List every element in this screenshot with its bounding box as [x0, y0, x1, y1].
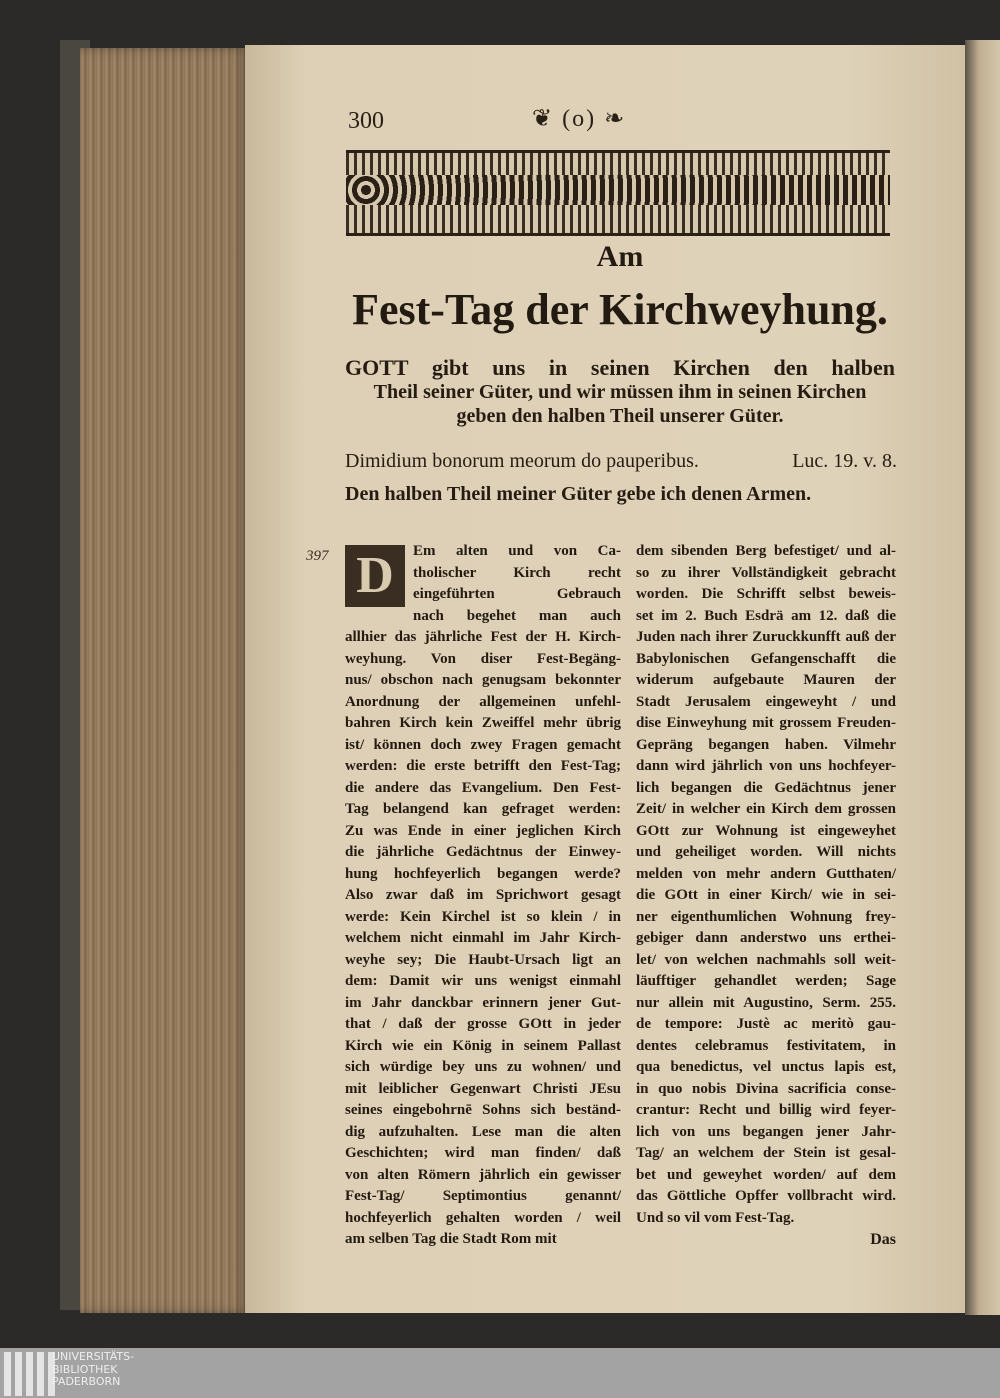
library-logo-text [52, 1351, 134, 1389]
text-line: Zeit/ in welcher ein Kirch dem grossen [636, 801, 896, 817]
text-line: hochfeyerlich gehalten worden / weil [345, 1209, 621, 1226]
left-text-column [345, 541, 621, 1251]
text-line: und geheiliget worden. Will nichts [636, 844, 896, 860]
text-line: die GOtt in einer Kirch/ wie in sei- [636, 887, 896, 903]
text-line: die andere das Evangelium. Den Fest- [345, 779, 621, 796]
title-small: Am [596, 240, 644, 273]
text-line: gebiger dann anderstwo uns erthei- [636, 930, 896, 946]
text-line: Und so vil vom Fest-Tag. [636, 1209, 795, 1226]
text-line: dentes celebramus festivitatem, in [636, 1037, 896, 1054]
subtitle-line: GOTT gibt uns in seinen Kirchen den halben [345, 355, 895, 380]
text-line: let/ von welchen nachmahls soll weit- [636, 951, 896, 968]
text-line: that / daß der grosse GOtt in jeder [345, 1016, 621, 1032]
text-line: läufftiger gehandlet werden; Sage [636, 973, 896, 989]
text-line: GOtt zur Wohnung ist eingeweyhet [636, 822, 896, 839]
text-line: dem sibenden Berg befestiget/ und al- [636, 543, 896, 559]
text-line: sich würdige bey uns zu wohnen/ und [345, 1059, 621, 1075]
subtitle-line: geben den halben Theil unserer Güter. [456, 405, 784, 427]
text-line: bahren Kirch kein Zweiffel mehr übrig [345, 715, 621, 731]
verse-latin: Dimidium bonorum meorum do pauperibus. [345, 450, 699, 472]
text-line: das Göttliche Opffer vollbracht wird. [636, 1188, 896, 1204]
text-line: nach begehet man auch [413, 607, 621, 624]
verse-reference: Luc. 19. v. 8. [792, 450, 897, 472]
facing-page-edge [965, 40, 1000, 1315]
text-line: hung hochfeyerlich begangen werde? [345, 865, 621, 882]
text-line: mit leiblicher Gegenwart Christi JEsu [345, 1080, 621, 1097]
text-line: seines eingebohrnē Sohns sich beständ- [345, 1102, 621, 1118]
page-title: Fest-Tag der Kirchweyhung. [352, 285, 888, 334]
text-line: werde: Kein Kirchel ist so klein / in [345, 908, 621, 925]
head-ornament: ❦ (o) ❧ [532, 106, 627, 132]
right-text-column [636, 541, 896, 1251]
text-line: Tag/ an welchem der Stein ist gesal- [636, 1145, 896, 1161]
text-line: welchem nicht einmahl im Jahr Kirch- [345, 930, 621, 946]
text-line: de tempore: Justè ac meritò gau- [636, 1016, 896, 1032]
subtitle-line: Theil seiner Güter, und wir müssen ihm in seinen Kirchen [373, 381, 867, 403]
catchword: Das [870, 1231, 896, 1248]
text-line: Anordnung der allgemeinen unfehl- [345, 693, 621, 710]
text-line: so zu ihrer Vollständigkeit gebracht [636, 564, 896, 581]
text-line: ist/ können doch zwey Fragen gemacht [345, 736, 621, 753]
decorative-headpiece [346, 150, 890, 236]
text-line: set im 2. Buch Esdrä am 12. daß die [636, 607, 896, 624]
page-number: 300 [348, 108, 384, 134]
verse-german: Den halben Theil meiner Güter gebe ich denen Armen. [345, 483, 812, 505]
text-line: lich begangen die Gedächtnus jener [636, 779, 896, 796]
text-line: Geschichten; wird man finden/ daß [345, 1145, 621, 1161]
text-line: melden von mehr andern Gutthaten/ [636, 865, 896, 882]
page-block-edge [80, 48, 248, 1313]
text-line: dem: Damit wir uns wenigst einmahl [345, 973, 621, 989]
bible-verse [345, 449, 897, 473]
text-line: bet und geweyhet worden/ auf dem [636, 1166, 896, 1183]
text-line: eingeführten Gebrauch [413, 586, 621, 602]
text-line: von alten Römern jährlich ein gewisser [345, 1166, 621, 1183]
text-line: Also zwar daß im Sprichwort gesagt [345, 887, 621, 903]
text-line: lich von uns begangen jener Jahr- [636, 1123, 896, 1140]
text-line: Zu was Ende in einer jeglichen Kirch [345, 822, 621, 839]
text-line: werden: die erste betrifft den Fest-Tag; [345, 758, 621, 774]
text-line: im Jahr danckbar erinnern jener Gut- [345, 994, 621, 1011]
text-line: Babylonischen Gefangenschafft die [636, 650, 896, 667]
text-line: dann wird jährlich von uns hochfeyer- [636, 758, 896, 774]
text-line: die jährliche Gedächtnus der Einwey- [345, 844, 621, 860]
text-line: tholischer Kirch recht [413, 564, 621, 581]
logo-line: PADERBORN [52, 1375, 121, 1388]
text-line: crantur: Recht und billig wird feyer- [636, 1102, 896, 1118]
text-line: Kirch wie ein König in seinem Pallast [345, 1037, 621, 1054]
text-line: Fest-Tag/ Septimontius genannt/ [345, 1188, 621, 1204]
text-line: allhier das jährliche Fest der H. Kirch- [345, 629, 621, 645]
decorated-initial: D [345, 545, 405, 607]
subtitle [345, 356, 895, 428]
text-line: ner eigenthumlichen Wohnung frey- [636, 908, 896, 925]
text-line: nur allein mit Augustino, Serm. 255. [636, 994, 896, 1011]
logo-line: UNIVERSITÄTS- [52, 1350, 135, 1363]
library-footer [0, 1348, 1000, 1398]
text-line: weyhe sey; Die Haubt-Ursach ligt an [345, 951, 621, 968]
text-line: Stadt Jerusalem eingeweyht / und [636, 693, 896, 710]
text-line: Juden nach ihrer Zuruckkunfft auß der [636, 629, 896, 645]
margin-number: 397 [306, 548, 329, 564]
logo-line: BIBLIOTHEK [52, 1362, 118, 1376]
text-line: worden. Die Schrifft selbst beweis- [636, 586, 896, 602]
text-line: in quo nobis Divina sacrificia conse- [636, 1080, 896, 1097]
text-line: Gepräng begangen haben. Vilmehr [636, 736, 896, 753]
text-line: weyhung. Von diser Fest-Begäng- [345, 650, 621, 667]
text-line: dig aufzuhalten. Lese man die alten [345, 1123, 621, 1140]
text-line: dise Einweyhung mit grossem Freuden- [636, 715, 896, 731]
text-line: nus/ obschon nach genugsam bekonnter [345, 672, 621, 688]
text-line: qua benedictus, vel unctus lapis est, [636, 1059, 896, 1075]
library-logo-icon [4, 1352, 55, 1396]
text-line: Em alten und von Ca- [413, 543, 621, 559]
text-line: widerum aufgebaute Mauren der [636, 672, 896, 688]
text-line: Tag belangend kan gefraget werden: [345, 801, 621, 817]
text-line: am selben Tag die Stadt Rom mit [345, 1231, 557, 1247]
